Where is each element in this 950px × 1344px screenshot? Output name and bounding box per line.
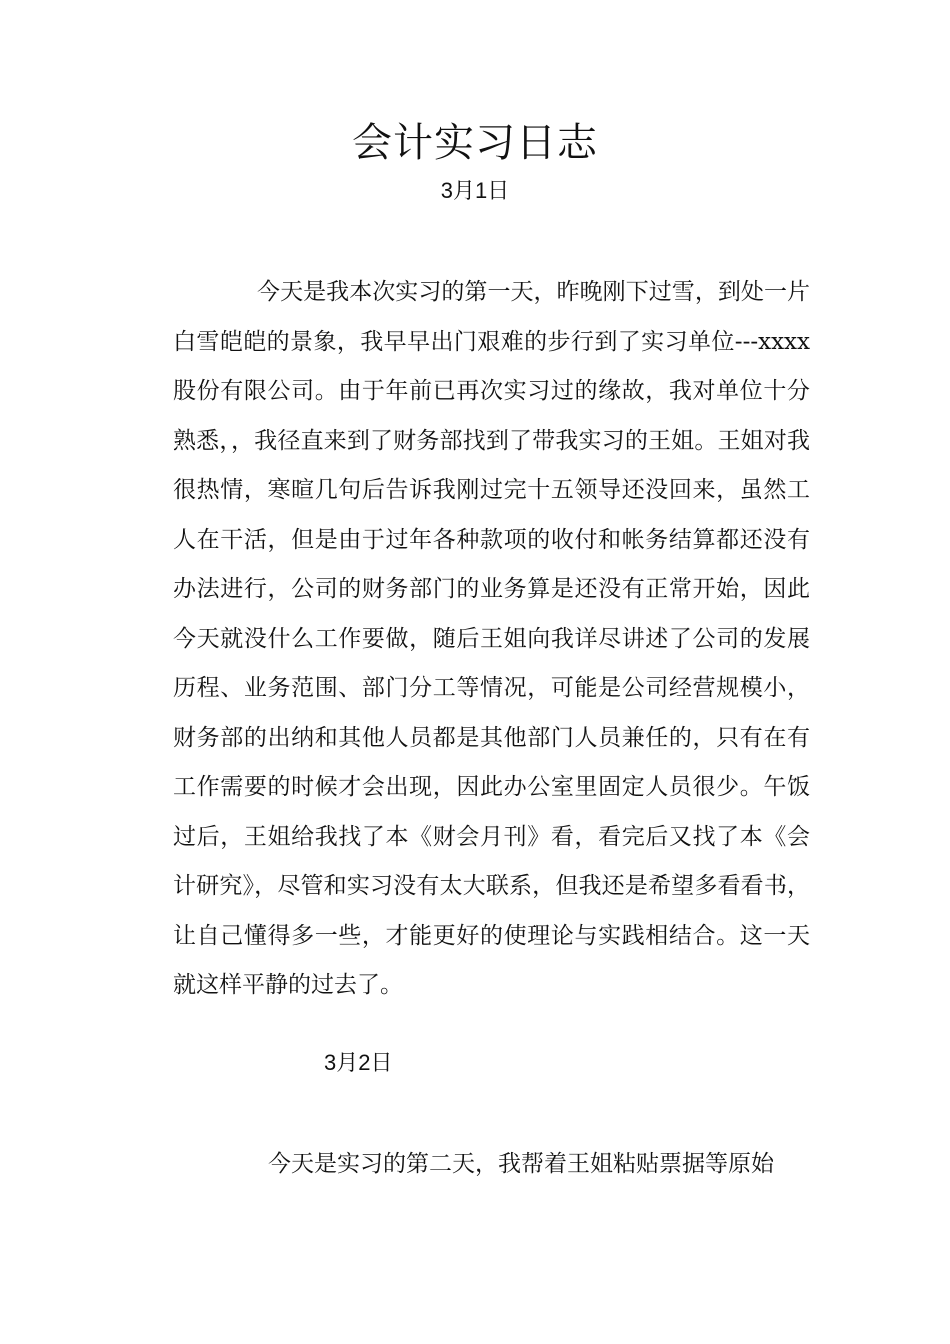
entry-date: 3月1日 <box>440 178 510 203</box>
entry-paragraph <box>173 1140 810 1190</box>
entry-date: 3月2日 <box>324 1050 393 1075</box>
document-title: 会计实习日志 <box>352 120 598 166</box>
entry-paragraph <box>173 268 810 1011</box>
entry-text: 今天是我本次实习的第一天，昨晚刚下过雪，到处一片白雪皑皑的景象，我早早出门艰难的步行到了实习单位---xxxx股份有限公司。由于年前已再次实习过的缘故，我对单位十分熟悉，，我径直来到了财务部找到了带我实习的王姐。王姐对我很热情，寒暄几句后告诉我刚过完十五领导还没回来，虽然工人在干活，但是由于过年各种款项的收付和帐务结算都还没有办法进行，公司的财务部门的业务算是还没有正常开始，因此今天就没什么工作要做，随后王姐向我详尽讲述了公司的发展历程、业务范围、部门分工等情况，可能是公司经营规模小，财务部的出纳和其他人员都是其他部门人员兼任的，只有在有工作需要的时候才会出现，因此办公室里固定人员很少。午饭过后，王姐给我找了本《财会月刊》看，看完后又找了本《会计研究》，尽管和实习没有太大联系，但我还是希望多看看书，让自己懂得多一些，才能更好的使理论与实践相结合。这一天就这样平静的过去了。 <box>173 279 810 998</box>
entry-text: 今天是实习的第二天，我帮着王姐粘贴票据等原始 <box>268 1151 774 1177</box>
